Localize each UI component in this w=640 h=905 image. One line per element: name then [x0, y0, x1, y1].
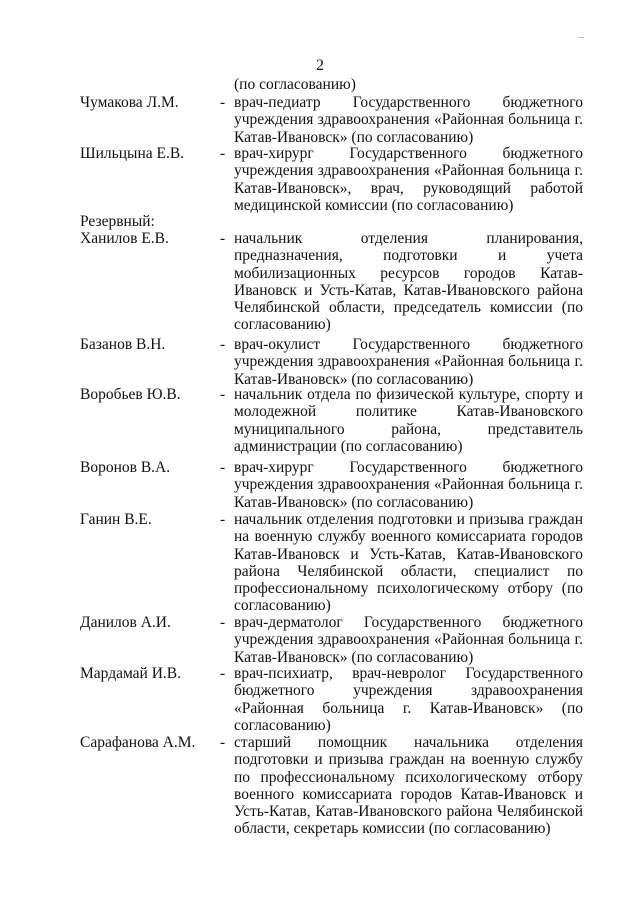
member-description: начальник отделения планирования, предназначения, подготовки и учета мобилизационных ресурсов городов Катав-Ивановск и Усть-Катав, Катав-Ивановского района Челябинской области, председатель комиссии (по согласованию)	[234, 230, 583, 334]
member-description: врач-хирург Государственного бюджетного учреждения здравоохранения «Районная больница г. Катав-Ивановск» (по согласованию)	[234, 459, 583, 511]
carried-over-text: (по согласованию)	[234, 76, 356, 93]
member-name: Ганин В.Е.	[80, 511, 152, 528]
member-name: Базанов В.Н.	[80, 336, 166, 353]
member-dash: -	[220, 511, 226, 528]
member-dash: -	[220, 459, 226, 476]
member-name: Ханилов Е.В.	[80, 230, 169, 247]
member-name: Чумакова Л.М.	[80, 94, 179, 111]
member-description: врач-окулист Государственного бюджетного учреждения здравоохранения «Районная больница г. Катав-Ивановск» (по согласованию)	[234, 336, 583, 388]
member-name: Мардамай И.В.	[80, 665, 182, 682]
scan-artifact	[578, 37, 584, 38]
member-description: начальник отдела по физической культуре, спорту и молодежной политике Катав-Ивановского муниципального района, представитель администрации (по согласованию)	[234, 386, 583, 455]
member-dash: -	[220, 665, 226, 682]
member-name: Данилов А.И.	[80, 614, 171, 631]
member-description: врач-дерматолог Государственного бюджетного учреждения здравоохранения «Районная больница г. Катав-Ивановск» (по согласованию)	[234, 614, 583, 666]
member-dash: -	[220, 386, 226, 403]
reserve-heading: Резервный:	[80, 213, 155, 230]
member-dash: -	[220, 94, 226, 111]
member-description: начальник отделения подготовки и призыва граждан на военную службу военного комиссариата городов Катав-Ивановск и Усть-Катав, Катав-Ивановского района Челябинской области, специалист по профессиональному психологическому отбору (по согласованию)	[234, 511, 583, 615]
member-name: Шильцына Е.В.	[80, 145, 185, 162]
member-description: врач-психиатр, врач-невролог Государственного бюджетного учреждения здравоохранения «Районная больница г. Катав-Ивановск» (по согласованию)	[234, 665, 583, 734]
member-dash: -	[220, 614, 226, 631]
member-description: врач-хирург Государственного бюджетного учреждения здравоохранения «Районная больница г. Катав-Ивановск», врач, руководящий работой медицинской комиссии (по согласованию)	[234, 145, 583, 214]
member-dash: -	[220, 145, 226, 162]
page-number: 2	[316, 57, 324, 74]
member-name: Воробьев Ю.В.	[80, 386, 181, 403]
member-description: врач-педиатр Государственного бюджетного учреждения здравоохранения «Районная больница г. Катав-Ивановск» (по согласованию)	[234, 94, 583, 146]
member-name: Сарафанова А.М.	[80, 734, 196, 751]
member-dash: -	[220, 734, 226, 751]
member-dash: -	[220, 336, 226, 353]
member-name: Воронов В.А.	[80, 459, 171, 476]
member-description: старший помощник начальника отделения подготовки и призыва граждан на военную службу по профессиональному психологическому отбору военного комиссариата городов Катав-Ивановск и Усть-Катав, Катав-Ивановского района Челябинской области, секретарь комиссии (по согласованию)	[234, 734, 583, 838]
member-dash: -	[220, 230, 226, 247]
